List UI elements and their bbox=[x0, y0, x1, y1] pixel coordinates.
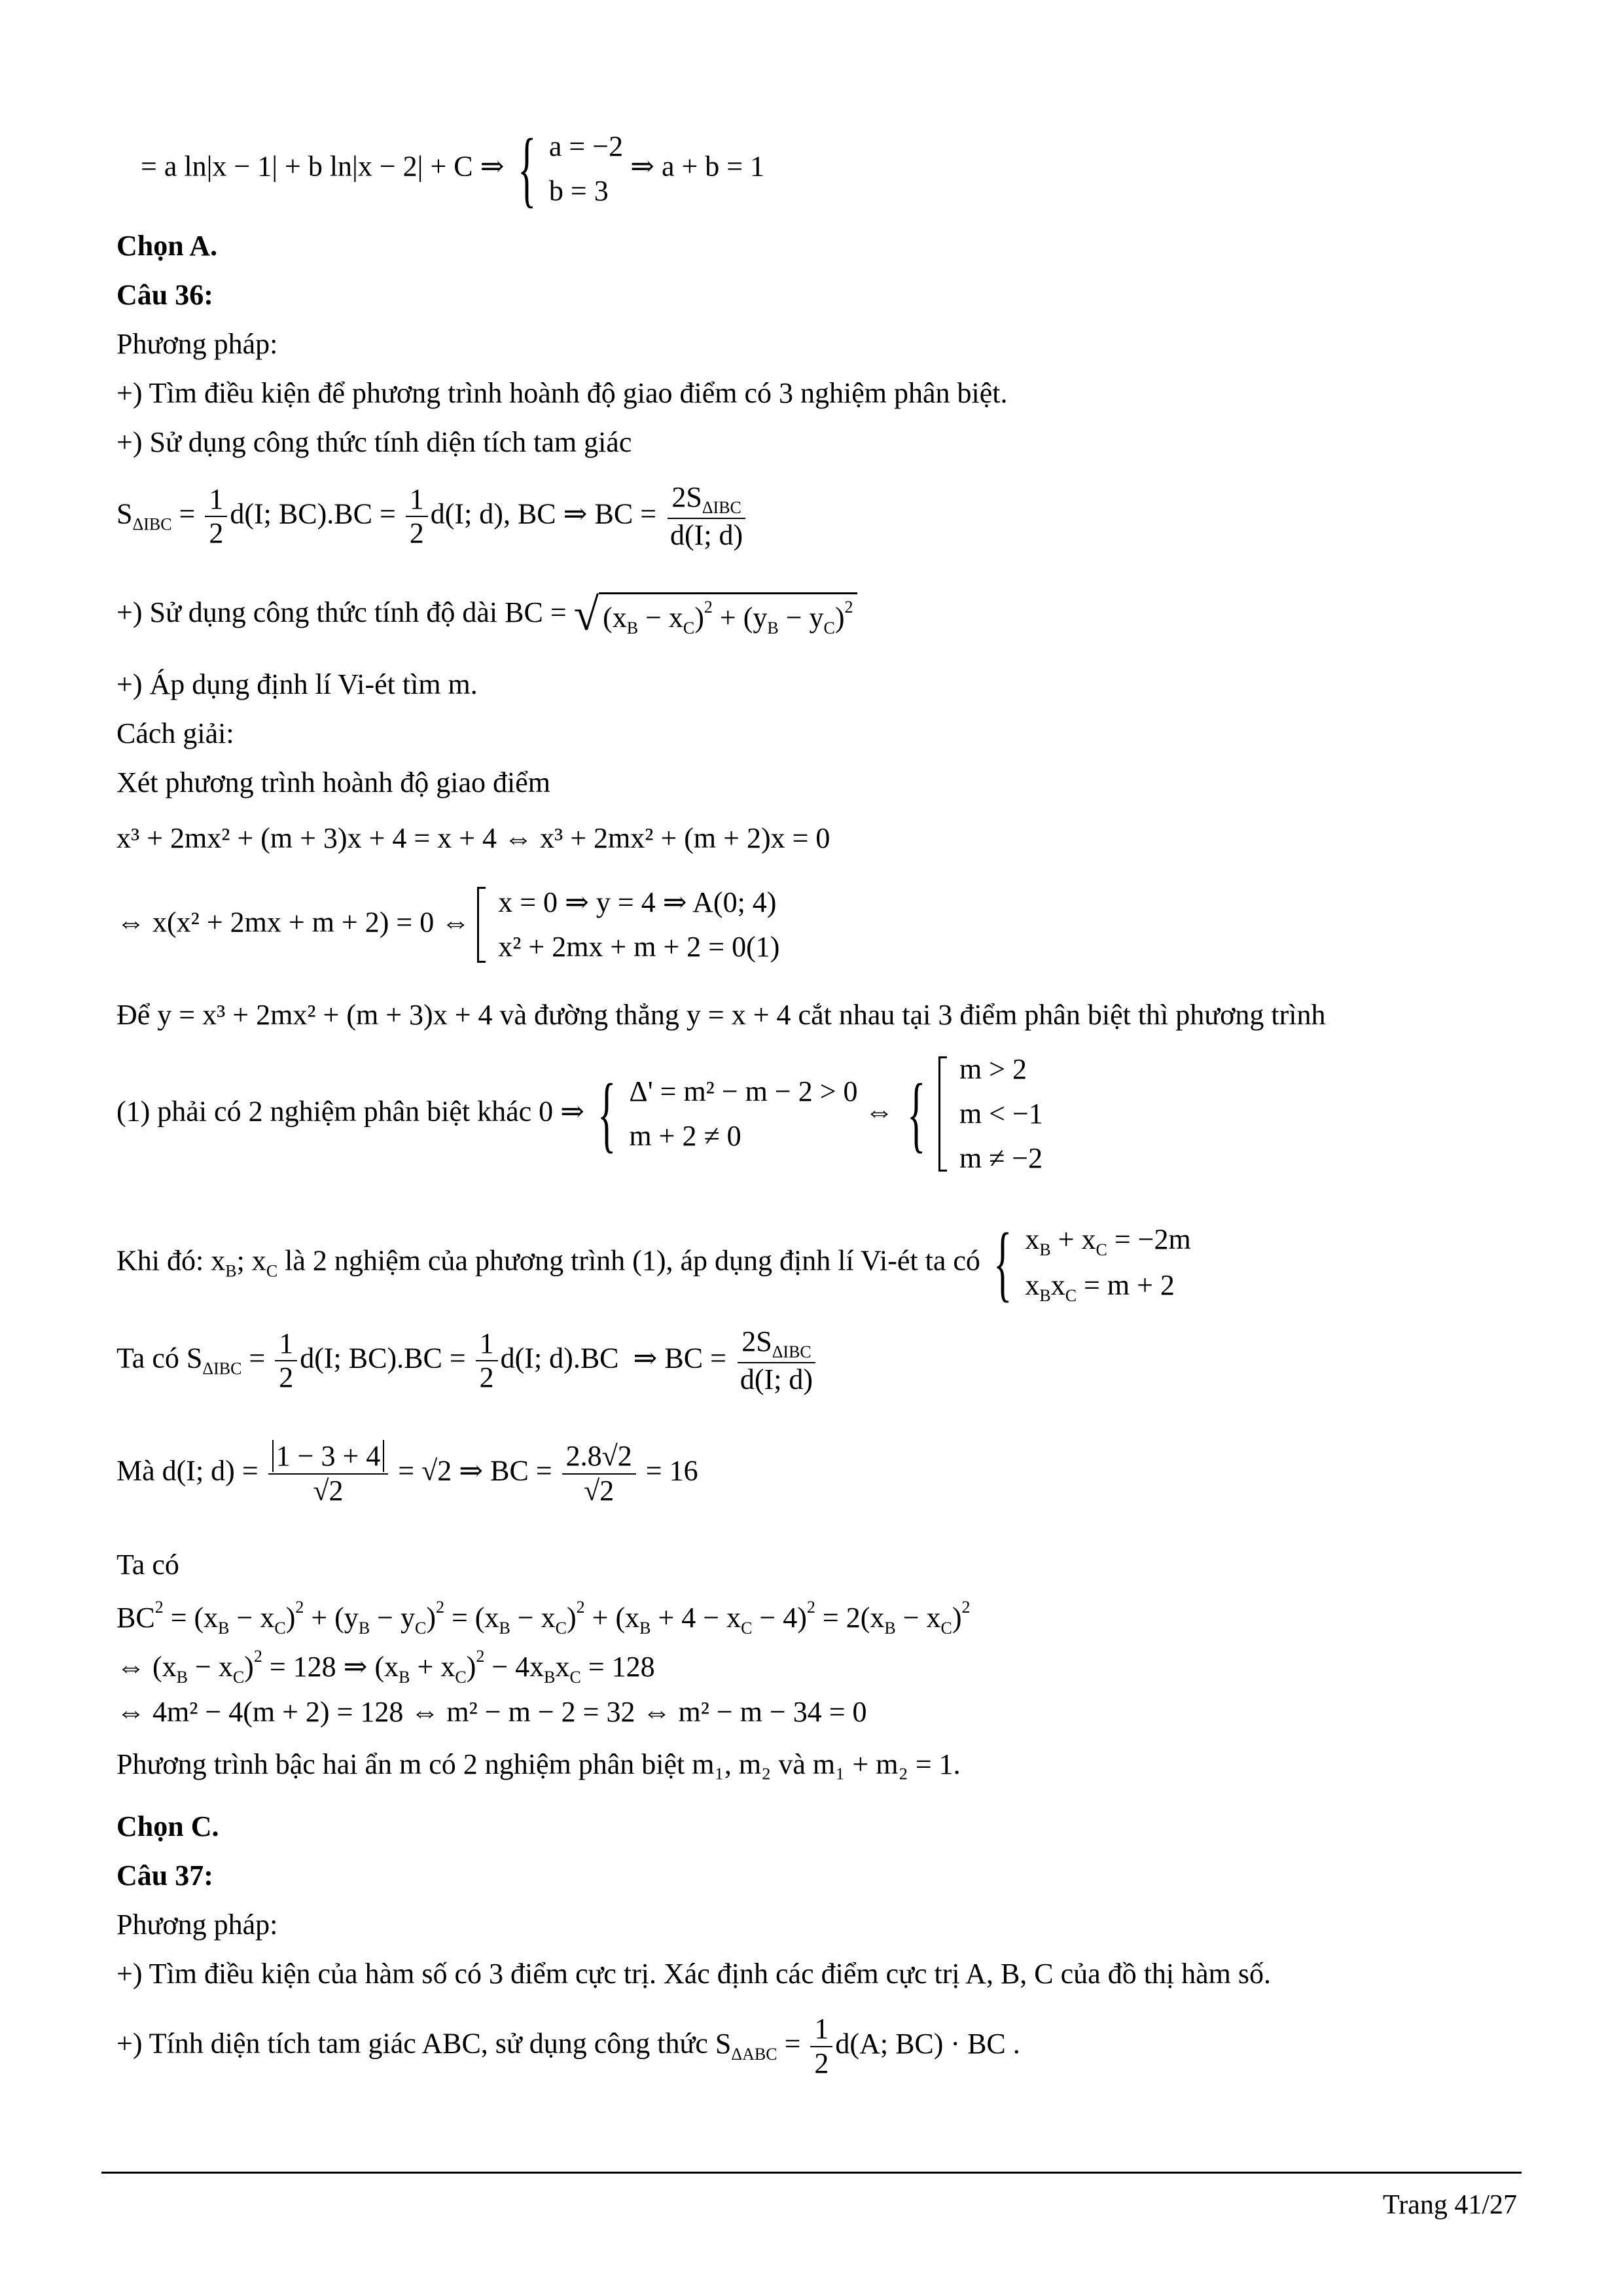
solution-heading: Cách giải: bbox=[116, 717, 234, 749]
method-step: +) Áp dụng định lí Vi-ét tìm m. bbox=[116, 668, 478, 700]
bracket bbox=[477, 887, 486, 963]
method-heading: Phương pháp: bbox=[116, 1909, 278, 1941]
brace: { bbox=[597, 1067, 616, 1162]
system-row: m ≠ −2 bbox=[959, 1142, 1043, 1175]
solution-text: Ta có bbox=[116, 1549, 179, 1581]
method-step bbox=[116, 2013, 1020, 2080]
equation-system bbox=[549, 124, 623, 213]
case-system bbox=[498, 880, 779, 969]
eq-text: Khi đó: x bbox=[116, 1244, 226, 1277]
brace: { bbox=[993, 1216, 1012, 1311]
method-step: +) Sử dụng công thức tính diện tích tam giác bbox=[116, 426, 632, 458]
condition-line bbox=[116, 1047, 1043, 1181]
equation-line-1 bbox=[141, 122, 765, 217]
answer-label: Chọn C. bbox=[116, 1810, 219, 1842]
equation-factor bbox=[116, 880, 779, 969]
vieta-line: Khi đó: $x_B$; $x_C$ là 2 nghiệm của phương trình (1), áp dụng định lí Vi-ét ta có { $x_B + x_C = -2m$ $x_Bx_C = m + 2$ bbox=[116, 1216, 1191, 1311]
method-step: +) Tìm điều kiện của hàm số có 3 điểm cực trị. Xác định các điểm cực trị A, B, C của đồ thị hàm số. bbox=[116, 1958, 1272, 1990]
bracket bbox=[938, 1056, 947, 1172]
system-row: $x_Bx_C = m + 2$ bbox=[1025, 1269, 1175, 1306]
system-row: m < −1 bbox=[959, 1098, 1043, 1130]
answer-label: Chọn A. bbox=[116, 230, 218, 262]
eq-text: Ta có bbox=[116, 1342, 179, 1374]
system-row: $x_B + x_C = -2m$ bbox=[1025, 1223, 1191, 1259]
step-text: +) Tính diện tích tam giác ABC, sử dụng công thức bbox=[116, 2027, 708, 2060]
step-text: +) Sử dụng công thức tính độ dài bbox=[116, 596, 498, 629]
case-row: x = 0 ⇒ y = 4 ⇒ A(0; 4) bbox=[498, 886, 777, 918]
method-step bbox=[116, 592, 857, 638]
distance-line: Mà d(I; d) = $\frac{1 - 3 + 4}{√2}$ = √2 ⇒ BC = $\frac{2.8√2}{√2}$ = 16 bbox=[116, 1440, 698, 1507]
bc-step-line: ⇔ $(x_B - x_C)^2 = 128$ ⇒ $(x_B + x_C)^2 - 4x_Bx_C = 128$ bbox=[116, 1647, 655, 1687]
system-row: Δ' = m² − m − 2 > 0 bbox=[629, 1075, 858, 1108]
question-heading: Câu 36: bbox=[116, 279, 213, 311]
page-number: Trang 41/27 bbox=[1383, 2190, 1517, 2220]
eq-text: ⇒ a + b = 1 bbox=[630, 150, 765, 183]
system-row: m > 2 bbox=[959, 1053, 1027, 1085]
solution-text: Xét phương trình hoành độ giao điểm bbox=[116, 766, 551, 798]
eq-text: = a ln|x − 1| + b ln|x − 2| + C ⇒ bbox=[141, 150, 505, 183]
equation-cubic: x³ + 2mx² + (m + 3)x + 4 = x + 4 ⇔ x³ + 2mx² + (m + 2)x = 0 bbox=[116, 822, 830, 854]
area-formula: $S_{\Delta IBC}$ = $\frac{1}{2}$ d(I; BC).BC = $\frac{1}{2}$ d(I; d), BC ⇒ BC = $\frac{2S_{\Delta IBC}}{d(I; d)}$ bbox=[116, 481, 749, 552]
result-system bbox=[959, 1047, 1043, 1181]
brace: { bbox=[517, 122, 536, 217]
method-heading: Phương pháp: bbox=[116, 328, 278, 360]
system-row: m + 2 ≠ 0 bbox=[629, 1120, 741, 1153]
system-row: b = 3 bbox=[548, 175, 609, 207]
vieta-system bbox=[1025, 1217, 1190, 1310]
solution-text: Để y = x³ + 2mx² + (m + 3)x + 4 và đường thẳng y = x + 4 cắt nhau tại 3 điểm phân biệt thì phương trình bbox=[116, 999, 1326, 1031]
eq-text: ⇔ bbox=[865, 1095, 894, 1128]
area-formula: $S_{\Delta ABC}$ = $\frac{1}{2}$ d(A; BC) · BC . bbox=[715, 2013, 1020, 2079]
eq-text: (1) phải có 2 nghiệm phân biệt khác 0 ⇒ bbox=[116, 1095, 584, 1128]
eq-text: Mà bbox=[116, 1454, 155, 1487]
area-formula: Ta có $S_{\Delta IBC}$ = $\frac{1}{2}$ d(I; BC).BC = $\frac{1}{2}$ d(I; d).BC ⇒ BC = $\frac{2S_{\Delta IBC}}{d(I; d)}$ bbox=[116, 1325, 819, 1396]
bc-squared-line: $BC^2 = (x_B - x_C)^2 + (y_B - y_C)^2 = (x_B - x_C)^2 + (x_B + 4 - x_C - 4)^2 = 2(x_B - x_C)^2$ bbox=[116, 1598, 971, 1638]
conclusion-text: Phương trình bậc hai ẩn m có 2 nghiệm phân biệt m₁, m₂ và m₁ + m₂ = 1. bbox=[116, 1748, 961, 1780]
length-formula: BC = √ $(x_B - x_C)^2 + (y_B - y_C)^2$ bbox=[505, 596, 857, 628]
footer-divider bbox=[101, 2172, 1522, 2174]
method-step: +) Tìm điều kiện để phương trình hoành độ giao điểm có 3 nghiệm phân biệt. bbox=[116, 377, 1008, 409]
question-heading: Câu 37: bbox=[116, 1859, 213, 1892]
system-row: a = −2 bbox=[548, 130, 624, 162]
condition-system bbox=[629, 1069, 857, 1158]
eq-text: là 2 nghiệm của phương trình (1), áp dụng định lí Vi-ét ta có bbox=[285, 1244, 980, 1277]
brace: { bbox=[906, 1067, 925, 1162]
case-row: x² + 2mx + m + 2 = 0(1) bbox=[498, 931, 780, 963]
bc-step-line: ⇔ 4m² − 4(m + 2) = 128 ⇔ m² − m − 2 = 32 ⇔ m² − m − 34 = 0 bbox=[116, 1696, 867, 1728]
eq-text: ⇔ x(x² + 2mx + m + 2) = 0 ⇔ bbox=[116, 906, 471, 939]
